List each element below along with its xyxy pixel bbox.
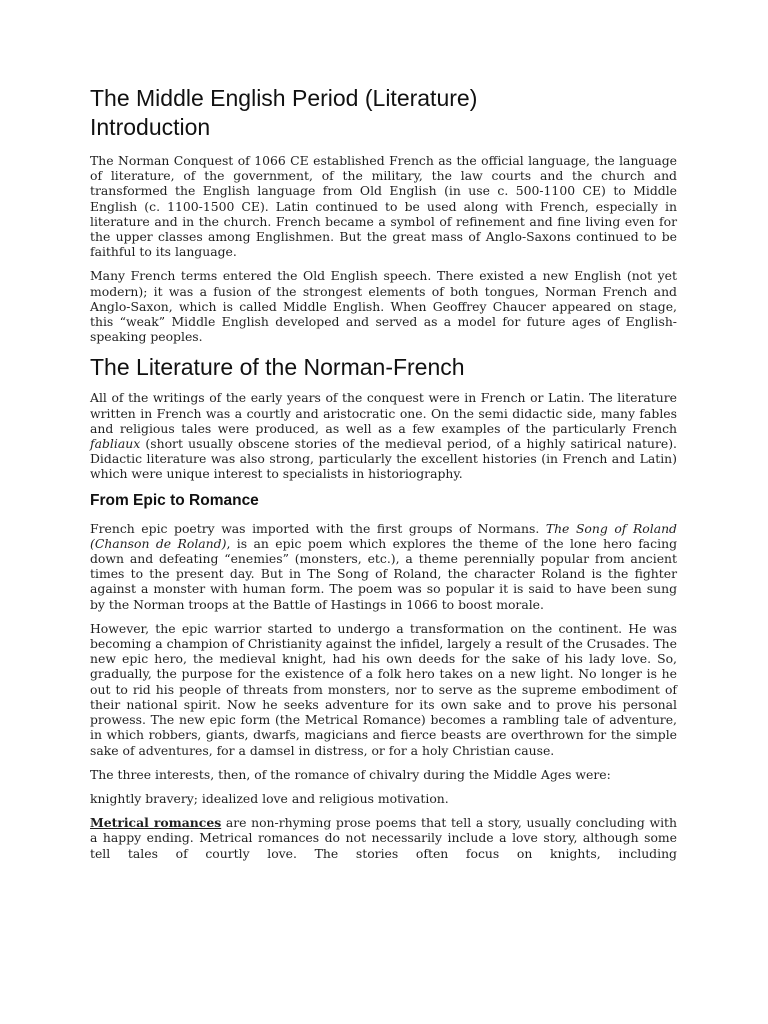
- document-title: [90, 84, 677, 142]
- song-of-roland-title: The Song of Roland (Chanson de Roland): [90, 520, 677, 551]
- title-line-1: The Middle English Period (Literature): [90, 85, 478, 111]
- norman-text-a: All of the writings of the early years of the conquest were in French or Latin. The literature written in French was a courtly and aristocratic one. On the semi didactic side, many fables and religious tales were produced, as well as a few examples of the particularly French: [90, 390, 677, 436]
- metrical-romances-term: Metrical romances: [90, 815, 222, 831]
- epic-text-a: French epic poetry was imported with the first groups of Normans.: [90, 520, 546, 536]
- intro-paragraph-1: The Norman Conquest of 1066 CE established French as the official language, the language of literature, of the government, of the military, the law courts and the church and transformed the English language from Old English (in use c. 500-1100 CE) to Middle English (c. 1100-1500 CE). Latin continued to be used along with French, especially in literature and in the church. French became a symbol of refinement and fine living even for the upper classes among Englishmen. But the great mass of Anglo-Saxons continued to be faithful to its language.: [90, 153, 677, 260]
- metrical-romances-paragraph: [90, 815, 677, 861]
- intro-paragraph-2: Many French terms entered the Old English speech. There existed a new English (not yet modern); it was a fusion of the strongest elements of both tongues, Norman French and Anglo-Saxon, which is called Middle English. When Geoffrey Chaucer appeared on stage, this “weak” Middle English developed and served as a model for future ages of English-speaking peoples.: [90, 268, 677, 345]
- norman-text-b: (short usually obscene stories of the medieval period, of a highly satirical nature). Didactic literature was also strong, particularly the excellent histories (in French and Latin) which were unique interest to specialists in historiography.: [90, 436, 677, 482]
- title-line-2: Introduction: [90, 114, 211, 140]
- subheading-epic-to-romance: From Epic to Romance: [90, 491, 259, 509]
- section-heading-norman-french: The Literature of the Norman-French: [90, 354, 465, 381]
- epic-paragraph-1: [90, 521, 677, 612]
- metrical-romances-text: are non-rhyming prose poems that tell a story, usually concluding with a happy ending. Metrical romances do not necessarily include a love story, although some tell tales of courtly love. The stories often focus on knights, including: [90, 815, 677, 861]
- document-page: [90, 84, 677, 870]
- epic-text-b: , is an epic poem which explores the theme of the lone hero facing down and defeating “enemies” (monsters, etc.), a theme perennially popular from ancient times to the present day. But in The Song of Roland, the character Roland is the fighter against a monster with human form. The poem was so popular it is said to have been sung by the Norman troops at the Battle of Hastings in 1066 to boost morale.: [90, 535, 677, 612]
- epic-paragraph-2: However, the epic warrior started to undergo a transformation on the continent. He was becoming a champion of Christianity against the infidel, largely a result of the Crusades. The new epic hero, the medieval knight, had his own deeds for the sake of his lady love. So, gradually, the purpose for the existence of a folk hero takes on a new light. No longer is he out to rid his people of threats from monsters, nor to serve as the supreme embodiment of their national spirit. Now he seeks adventure for its own sake and to prove his personal prowess. The new epic form (the Metrical Romance) becomes a rambling tale of adventure, in which robbers, giants, dwarfs, magicians and fierce beasts are overthrown for the simple sake of adventures, for a damsel in distress, or for a holy Christian cause.: [90, 620, 677, 758]
- fabliaux-term: fabliaux: [90, 436, 141, 452]
- epic-paragraph-4: knightly bravery; idealized love and religious motivation.: [90, 790, 449, 806]
- norman-paragraph: [90, 390, 677, 481]
- epic-paragraph-3: The three interests, then, of the romance of chivalry during the Middle Ages were:: [90, 766, 611, 782]
